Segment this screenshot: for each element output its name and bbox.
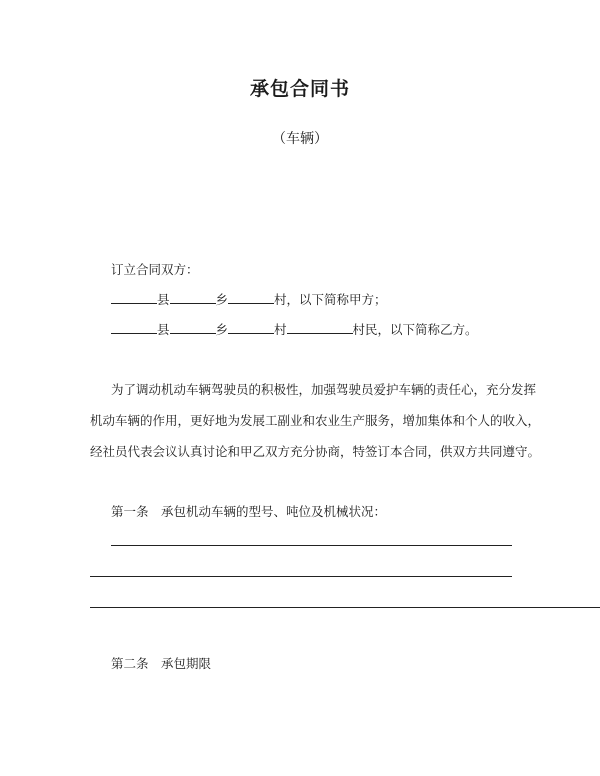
township-label: 乡 — [215, 322, 229, 337]
fill-in-line[interactable] — [90, 576, 512, 577]
villager-label: 村民，以下简称乙方。 — [352, 322, 478, 337]
intro-line: 机动车辆的作用，更好地为发展工副业和农业生产服务，增加集体和个人的收入， — [90, 413, 541, 428]
village-blank[interactable] — [228, 290, 274, 304]
article-2-heading: 第二条 承包期限 — [111, 656, 212, 671]
parties-heading: 订立合同双方： — [111, 262, 199, 277]
village-label: 村，以下简称甲方； — [274, 292, 387, 307]
township-label: 乡 — [215, 292, 229, 307]
document-subtitle: （车辆） — [272, 131, 328, 147]
county-blank[interactable] — [111, 320, 157, 334]
township-blank[interactable] — [170, 320, 216, 334]
county-blank[interactable] — [111, 290, 157, 304]
fill-in-line[interactable] — [111, 545, 512, 546]
county-label: 县 — [157, 322, 170, 337]
village-label: 村 — [274, 322, 287, 337]
party-a-line — [111, 290, 387, 308]
article-1-heading: 第一条 承包机动车辆的型号、吨位及机械状况： — [111, 504, 387, 519]
intro-line: 为了调动机动车辆驾驶员的积极性，加强驾驶员爱护车辆的责任心，充分发挥 — [111, 382, 537, 397]
villager-name-blank[interactable] — [287, 320, 353, 334]
township-blank[interactable] — [170, 290, 216, 304]
fill-in-line[interactable] — [90, 607, 600, 608]
intro-line: 经社员代表会议认真讨论和甲乙双方充分协商，特签订本合同，供双方共同遵守。 — [90, 444, 541, 459]
document-title: 承包合同书 — [249, 78, 350, 100]
party-b-line — [111, 320, 478, 338]
village-blank[interactable] — [228, 320, 274, 334]
county-label: 县 — [157, 292, 170, 307]
